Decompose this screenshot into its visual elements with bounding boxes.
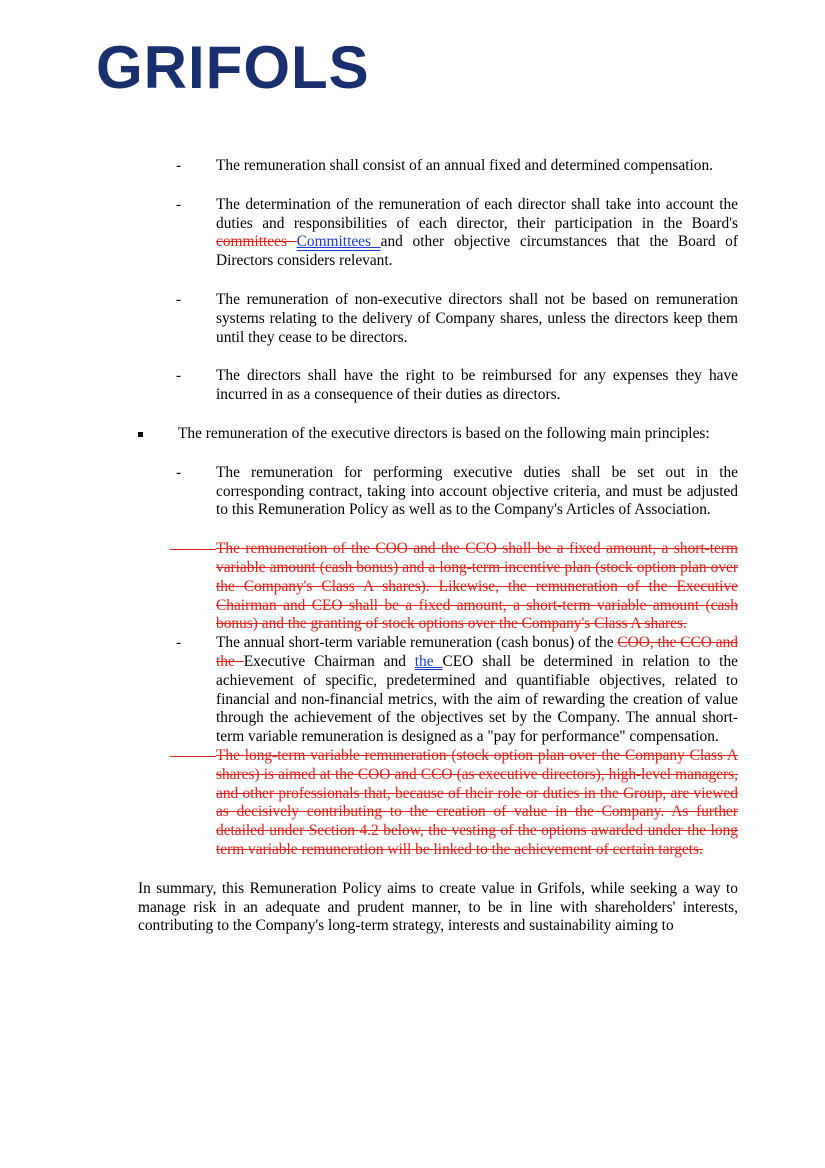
item-text: The remuneration of the executive directors is based on the following main principles:: [178, 424, 710, 442]
square-bullet-icon: [138, 432, 143, 437]
list-item-executive-contract: [138, 464, 738, 520]
deleted-text: COO, the CCO and the: [216, 634, 738, 670]
item-text: The remuneration for performing executive duties shall be set out in the corresponding contract, taking into account objective criteria, and must be adjusted to this Remuneration Policy as well as to the Company's Articles of Association.: [216, 463, 738, 519]
item-text: The annual short-term variable remuneration (cash bonus) of the: [216, 634, 618, 652]
list-item-non-executive: [138, 291, 738, 347]
grifols-logo: GRIFOLS: [96, 34, 370, 101]
summary-paragraph: In summary, this Remuneration Policy aims to create value in Grifols, while seeking a way to manage risk in an adequate and prudent manner, to be in line with shareholders' interests, contributing to the Company's long-term strategy, interests and sustainability aiming to: [138, 879, 738, 935]
bullet-item-executive-principles: [138, 425, 738, 444]
dash-marker: -: [176, 290, 182, 308]
inserted-text: Committees: [296, 233, 381, 251]
dash-marker: -: [176, 634, 182, 652]
deleted-text: The remuneration of the COO and the CCO shall be a fixed amount, a short-term variable amount (cash bonus) and a long-term incentive plan (stock option plan over the Company's Class A shares). Likewise, the remuneration of the Executive Chairman and CEO shall be a fixed amount, a short-term variable amount (cash bonus) and the granting of stock options over the Company's Class A shares.: [216, 540, 738, 633]
item-text: CEO shall be determined in relation to the achievement of specific, predetermined and quantifiable objectives, related to financial and non-financial metrics, with the aim of rewarding the creation of value through the achievement of the objectives set by the Company. The annual short-term variable remuneration is designed as a "pay for performance" compensation.: [216, 652, 738, 746]
list-item-determination: [138, 196, 738, 271]
item-text: The remuneration shall consist of an annual fixed and determined compensation.: [216, 157, 714, 174]
list-item-deleted-coo-cco: [138, 540, 738, 634]
deleted-dash-marker: [170, 756, 216, 757]
dash-marker: -: [176, 195, 182, 213]
item-text: and other objective circumstances that the Board of Directors considers relevant.: [216, 233, 738, 270]
dash-marker: -: [176, 463, 182, 481]
list-item-deleted-long-term: [138, 747, 738, 860]
item-text: The directors shall have the right to be reimbursed for any expenses they have incurred in as a consequence of their duties as directors.: [216, 367, 738, 404]
list-item-fixed-compensation: [138, 157, 738, 176]
item-text: The remuneration of non-executive directors shall not be based on remuneration systems relating to the delivery of Company shares, unless the directors keep them until they cease to be directors.: [216, 290, 738, 346]
list-item-expenses: [138, 367, 738, 405]
deleted-text: The long-term variable remuneration (stock option plan over the Company Class A shares) is aimed at the COO and CCO (as executive directors), high-level managers, and other professionals that, because of their role or duties in the Group, are viewed as decisively contributing to the creation of value in the Company. As further detailed under Section 4.2 below, the vesting of the options awarded under the long term variable remuneration will be linked to the achievement of certain targets.: [216, 746, 738, 858]
deleted-dash-marker: [170, 549, 216, 550]
list-item-short-term-variable: [138, 634, 738, 747]
dash-marker: -: [176, 157, 182, 174]
deleted-text: committees: [216, 233, 297, 251]
dash-marker: -: [176, 367, 182, 385]
inserted-text: the: [414, 652, 443, 670]
item-text: Executive Chairman and: [243, 652, 415, 670]
item-text: The determination of the remuneration of each director shall take into account the duties and responsibilities of each director, their participation in the Board's: [216, 195, 738, 232]
document-body: [138, 157, 738, 951]
